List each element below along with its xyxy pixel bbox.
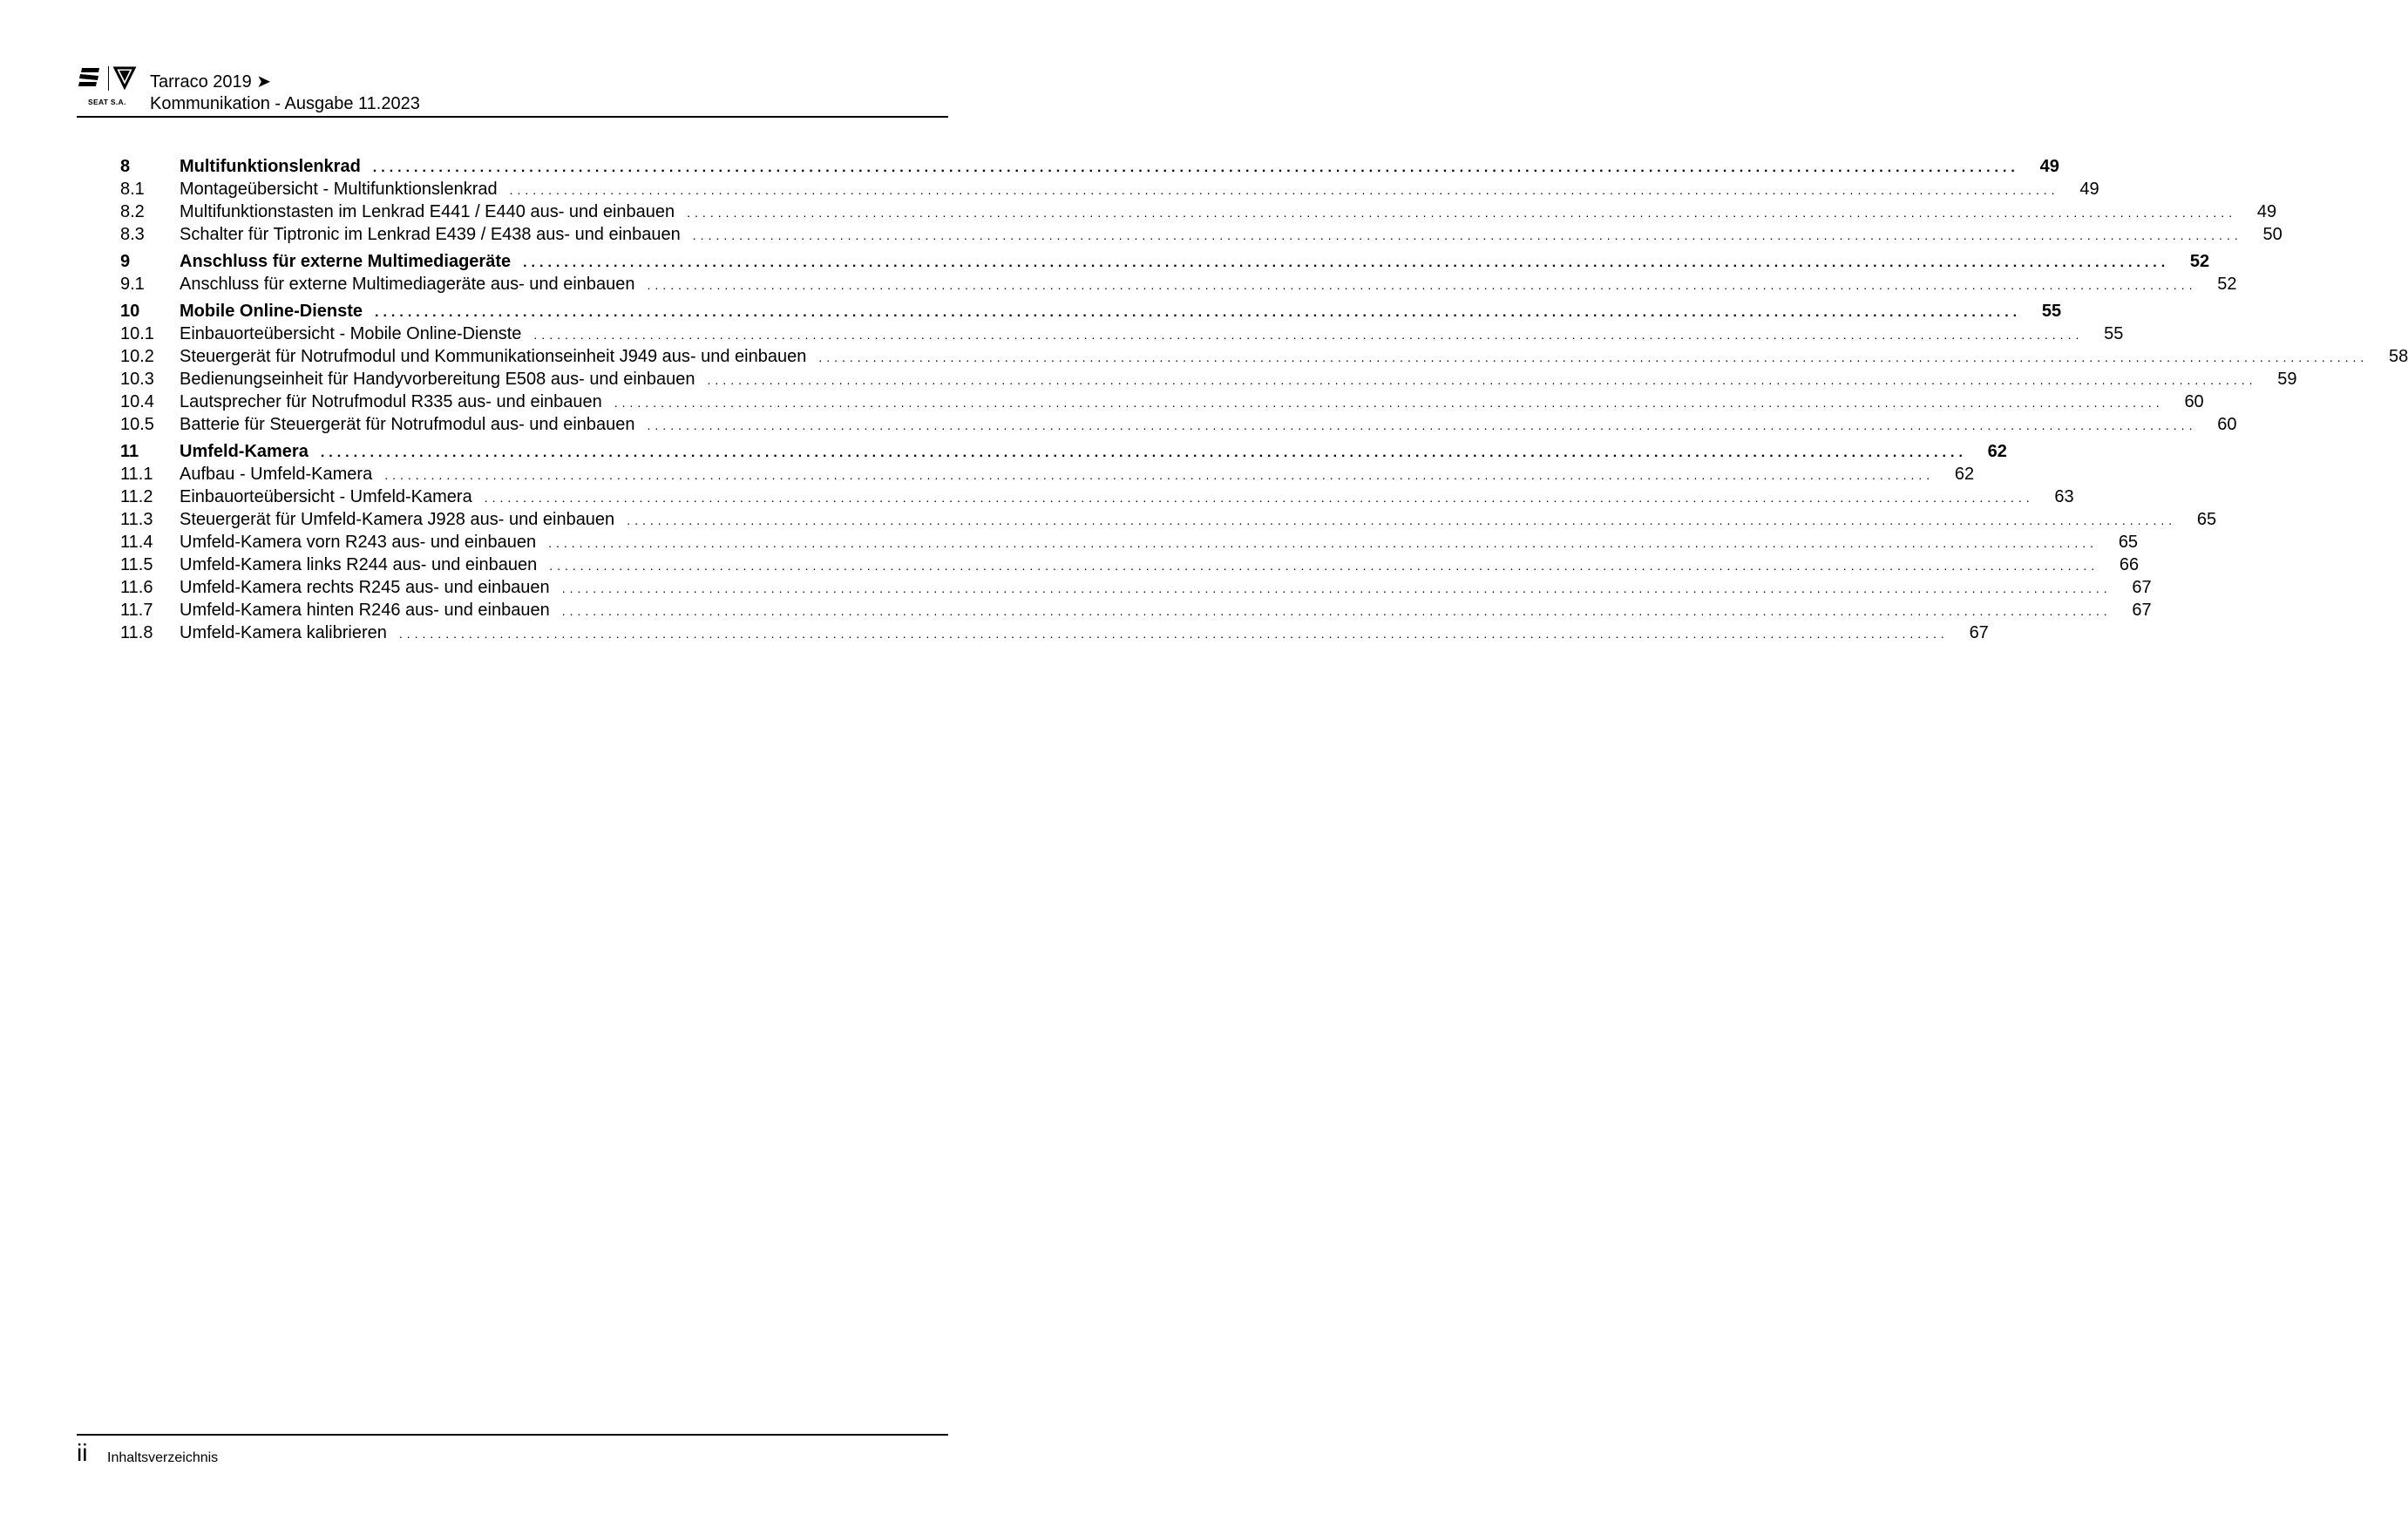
document-title: Tarraco 2019 ➤ <box>150 72 272 92</box>
toc-entry-row[interactable] <box>120 463 1975 486</box>
toc-page-number: 55 <box>2104 324 2124 343</box>
toc-title: Mobile Online-Dienste <box>180 300 375 323</box>
toc-page-number: 67 <box>2132 578 2152 597</box>
toc-page-number: 59 <box>2277 370 2297 389</box>
toc-page-number: 50 <box>2262 225 2283 244</box>
toc-page-number: 52 <box>2189 252 2210 271</box>
toc-page-number: 63 <box>2054 487 2074 506</box>
table-of-contents <box>120 155 2408 644</box>
toc-title: Steuergerät für Umfeld-Kamera J928 aus- und einbauen <box>180 508 627 531</box>
footer-section-label: Inhaltsverzeichnis <box>107 1450 219 1465</box>
footer-rule <box>77 1434 948 1436</box>
toc-dot-leader: ........................................................................................................................................................................................................ <box>627 513 2177 527</box>
toc-dot-leader: ........................................................................................................................................................................................................ <box>561 604 2112 618</box>
toc-dot-leader: ........................................................................................................................................................................................................ <box>707 373 2257 387</box>
toc-entry-row[interactable] <box>120 178 2099 200</box>
toc-title: Schalter für Tiptronic im Lenkrad E439 / E438 aus- und einbauen <box>180 223 693 246</box>
toc-entry-row[interactable] <box>120 273 2237 295</box>
toc-page-number: 60 <box>2184 392 2204 411</box>
toc-dot-leader: ........................................................................................................................................................................................................ <box>384 468 1935 482</box>
toc-dot-leader: ........................................................................................................................................................................................................ <box>320 445 1967 460</box>
toc-dot-leader: ........................................................................................................................................................................................................ <box>398 627 1949 641</box>
toc-page-number: 66 <box>2119 555 2140 574</box>
toc-entry-row[interactable] <box>120 486 2074 508</box>
toc-title: Umfeld-Kamera vorn R243 aus- und einbauen <box>180 531 548 553</box>
toc-title: Einbauorteübersicht - Mobile Online-Dienste <box>180 323 533 345</box>
toc-page-number: 65 <box>2196 510 2217 529</box>
toc-title: Umfeld-Kamera <box>180 440 321 463</box>
toc-dot-leader: ........................................................................................................................................................................................................ <box>561 581 2112 595</box>
toc-title: Umfeld-Kamera links R244 aus- und einbauen <box>180 553 549 576</box>
toc-dot-leader: ........................................................................................................................................................................................................ <box>533 328 2084 342</box>
toc-number: 11.6 <box>120 578 153 597</box>
toc-number: 11.4 <box>120 533 153 552</box>
toc-number: 10.1 <box>120 324 154 343</box>
toc-dot-leader: ........................................................................................................................................................................................................ <box>484 491 2034 505</box>
toc-title: Umfeld-Kamera rechts R245 aus- und einbauen <box>180 576 562 599</box>
toc-dot-leader: ........................................................................................................................................................................................................ <box>687 206 2237 220</box>
toc-dot-leader: ........................................................................................................................................................................................................ <box>647 278 2197 292</box>
toc-title: Anschluss für externe Multimediageräte <box>180 250 523 273</box>
toc-entry-row[interactable] <box>120 576 2152 599</box>
toc-page-number: 62 <box>1987 442 2007 461</box>
page-header <box>77 61 948 117</box>
toc-entry-row[interactable] <box>120 413 2237 436</box>
toc-page-number: 55 <box>2041 302 2062 321</box>
toc-title: Multifunktionslenkrad <box>180 155 373 178</box>
toc-number: 11.2 <box>120 487 153 506</box>
toc-dot-leader: ........................................................................................................................................................................................................ <box>614 396 2164 410</box>
toc-number: 9 <box>120 252 131 271</box>
toc-title: Montageübersicht - Multifunktionslenkrad <box>180 178 510 200</box>
toc-page-number: 58 <box>2389 347 2408 366</box>
toc-page-number: 52 <box>2217 275 2237 294</box>
toc-entry-row[interactable] <box>120 323 2124 345</box>
toc-title: Bedienungseinheit für Handyvorbereitung E508 aus- und einbauen <box>180 368 708 390</box>
toc-page-number: 65 <box>2118 533 2139 552</box>
toc-number: 10.3 <box>120 370 154 389</box>
logo-text: SEAT S.A. <box>88 98 126 106</box>
toc-number: 8 <box>120 157 131 176</box>
document-subtitle: Kommunikation - Ausgabe 11.2023 <box>150 94 420 113</box>
toc-number: 11.3 <box>120 510 153 529</box>
toc-dot-leader: ........................................................................................................................................................................................................ <box>372 160 2019 175</box>
toc-chapter-row[interactable] <box>120 300 2062 323</box>
toc-title: Einbauorteübersicht - Umfeld-Kamera <box>180 486 485 508</box>
logo-divider <box>108 66 109 91</box>
toc-number: 10 <box>120 302 140 321</box>
toc-page-number: 62 <box>1954 465 1975 484</box>
seat-s-icon <box>77 65 138 96</box>
toc-chapter-row[interactable] <box>120 155 2059 178</box>
toc-chapter-row[interactable] <box>120 250 2210 273</box>
toc-entry-row[interactable] <box>120 345 2408 368</box>
toc-dot-leader: ........................................................................................................................................................................................................ <box>549 559 2099 573</box>
toc-entry-row[interactable] <box>120 553 2140 576</box>
toc-entry-row[interactable] <box>120 508 2217 531</box>
toc-number: 11 <box>120 442 139 461</box>
toc-number: 10.5 <box>120 415 154 434</box>
toc-number: 11.7 <box>120 601 153 620</box>
toc-entry-row[interactable] <box>120 368 2297 390</box>
toc-number: 11.8 <box>120 623 153 642</box>
toc-dot-leader: ........................................................................................................................................................................................................ <box>523 255 2170 270</box>
toc-number: 8.3 <box>120 225 145 244</box>
seat-logo <box>77 65 138 110</box>
toc-page-number: 60 <box>2217 415 2237 434</box>
toc-number: 11.1 <box>120 465 153 484</box>
toc-page-number: 67 <box>2132 601 2152 620</box>
toc-title: Umfeld-Kamera hinten R246 aus- und einbauen <box>180 599 562 621</box>
toc-entry-row[interactable] <box>120 621 1989 644</box>
toc-number: 10.4 <box>120 392 154 411</box>
toc-dot-leader: ........................................................................................................................................................................................................ <box>375 305 2022 320</box>
footer-page-number: ii <box>77 1439 88 1466</box>
toc-page-number: 49 <box>2256 202 2277 221</box>
toc-chapter-row[interactable] <box>120 440 2007 463</box>
toc-entry-row[interactable] <box>120 531 2139 553</box>
toc-title: Batterie für Steuergerät für Notrufmodul aus- und einbauen <box>180 413 648 436</box>
toc-page-number: 49 <box>2079 180 2099 199</box>
toc-title: Steuergerät für Notrufmodul und Kommunikationseinheit J949 aus- und einbauen <box>180 345 818 368</box>
toc-number: 8.1 <box>120 180 145 199</box>
toc-title: Multifunktionstasten im Lenkrad E441 / E440 aus- und einbauen <box>180 200 687 223</box>
toc-entry-row[interactable] <box>120 599 2152 621</box>
toc-page-number: 49 <box>2039 157 2059 176</box>
toc-title: Lautsprecher für Notrufmodul R335 aus- und einbauen <box>180 390 614 413</box>
toc-title: Umfeld-Kamera kalibrieren <box>180 621 399 644</box>
toc-page-number: 67 <box>1969 623 1989 642</box>
toc-dot-leader: ........................................................................................................................................................................................................ <box>692 228 2242 242</box>
toc-dot-leader: ........................................................................................................................................................................................................ <box>818 350 2369 364</box>
toc-entry-row[interactable] <box>120 390 2204 413</box>
toc-number: 9.1 <box>120 275 145 294</box>
toc-number: 8.2 <box>120 202 145 221</box>
toc-title: Anschluss für externe Multimediageräte aus- und einbauen <box>180 273 648 295</box>
toc-number: 11.5 <box>120 555 153 574</box>
toc-entry-row[interactable] <box>120 223 2283 246</box>
toc-number: 10.2 <box>120 347 154 366</box>
toc-dot-leader: ........................................................................................................................................................................................................ <box>548 536 2099 550</box>
toc-dot-leader: ........................................................................................................................................................................................................ <box>647 418 2197 432</box>
toc-dot-leader: ........................................................................................................................................................................................................ <box>509 183 2059 197</box>
header-rule <box>77 116 948 118</box>
toc-entry-row[interactable] <box>120 200 2277 223</box>
toc-title: Aufbau - Umfeld-Kamera <box>180 463 384 486</box>
